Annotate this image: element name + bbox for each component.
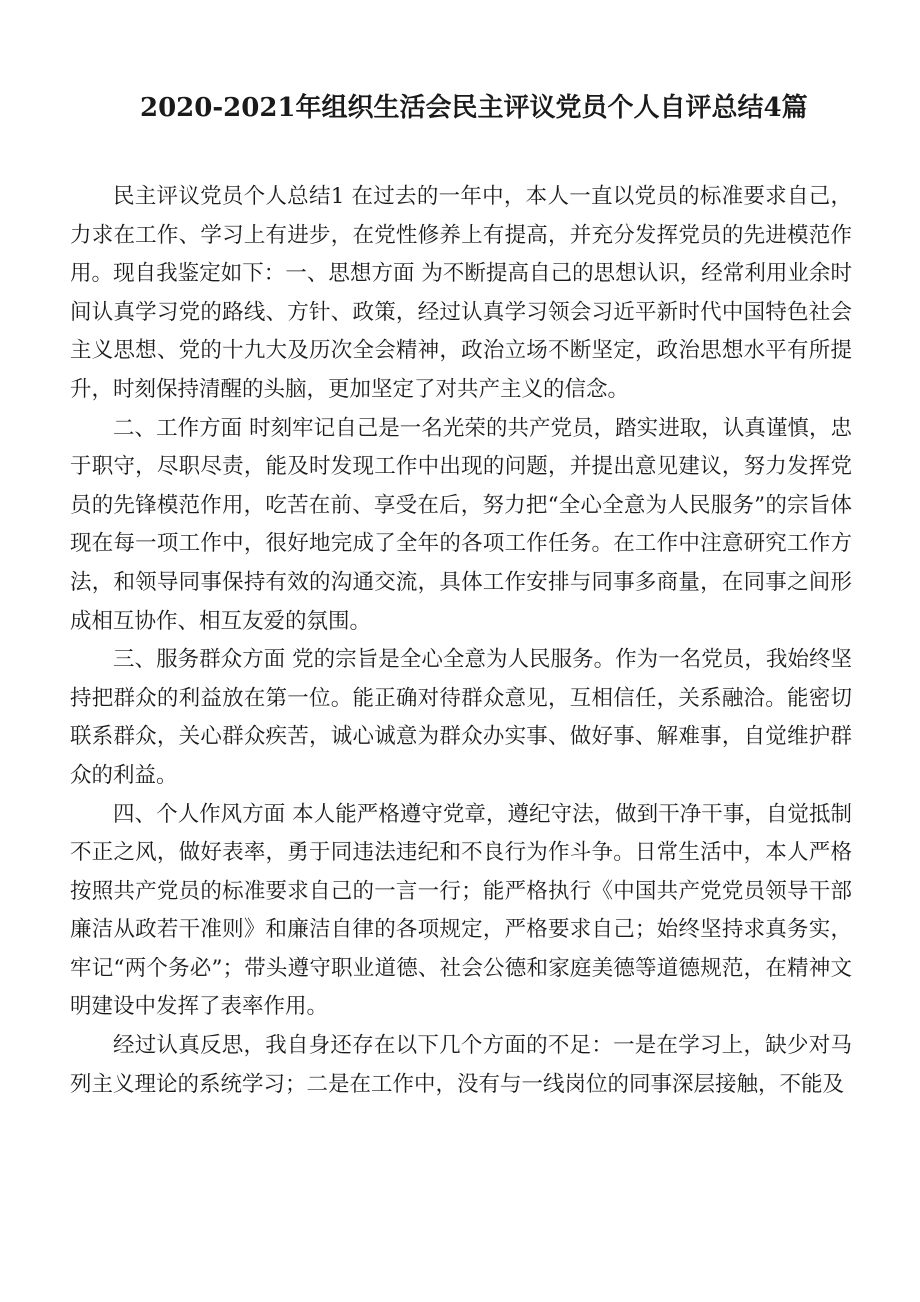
document-title: 2020-2021年组织生活会民主评议党员个人自评总结4篇	[140, 93, 808, 123]
paragraph-4: 四、个人作风方面 本人能严格遵守党章，遵纪守法，做到干净干事，自觉抵制不正之风，做好表率，勇于同违法违纪和不良行为作斗争。日常生活中，本人严格按照共产党员的标准要求自己的一言一行；能严格执行《中国共产党党员领导干部廉洁从政若干准则》和廉洁自律的各项规定，严格要求自己；始终坚持求真务实，牢记“两个务必”；带头遵守职业道德、社会公德和家庭美德等道德规范，在精神文明建设中发挥了表率作用。	[70, 801, 852, 1020]
paragraph-1: 民主评议党员个人总结1 在过去的一年中，本人一直以党员的标准要求自己，力求在工作、学习上有进步，在党性修养上有提高，并充分发挥党员的先进模范作用。现自我鉴定如下：一、思想方面 为不断提高自己的思想认识，经常利用业余时间认真学习党的路线、方针、政策，经过认真学习领会习近平新时代中国特色社会主义思想、党的十九大及历次全会精神，政治立场不断坚定，政治思想水平有所提升，时刻保持清醒的头脑，更加坚定了对共产主义的信念。	[70, 184, 852, 402]
paragraph-2: 二、工作方面 时刻牢记自己是一名光荣的共产党员，踏实进取，认真谨慎，忠于职守，尽职尽责，能及时发现工作中出现的问题，并提出意见建议，努力发挥党员的先锋模范作用，吃苦在前、享受在后，努力把“全心全意为人民服务”的宗旨体现在每一项工作中，很好地完成了全年的各项工作任务。在工作中注意研究工作方法，和领导同事保持有效的沟通交流，具体工作安排与同事多商量，在同事之间形成相互协作、相互友爱的氛围。	[70, 415, 852, 634]
document-body	[70, 178, 852, 1104]
paragraph-3: 三、服务群众方面 党的宗旨是全心全意为人民服务。作为一名党员，我始终坚持把群众的利益放在第一位。能正确对待群众意见，互相信任，关系融洽。能密切联系群众，关心群众疾苦，诚心诚意为群众办实事、做好事、解难事，自觉维护群众的利益。	[70, 647, 852, 788]
paragraph-5: 经过认真反思，我自身还存在以下几个方面的不足：一是在学习上，缺少对马列主义理论的系统学习；二是在工作中，没有与一线岗位的同事深层接触，不能及	[70, 1033, 852, 1097]
